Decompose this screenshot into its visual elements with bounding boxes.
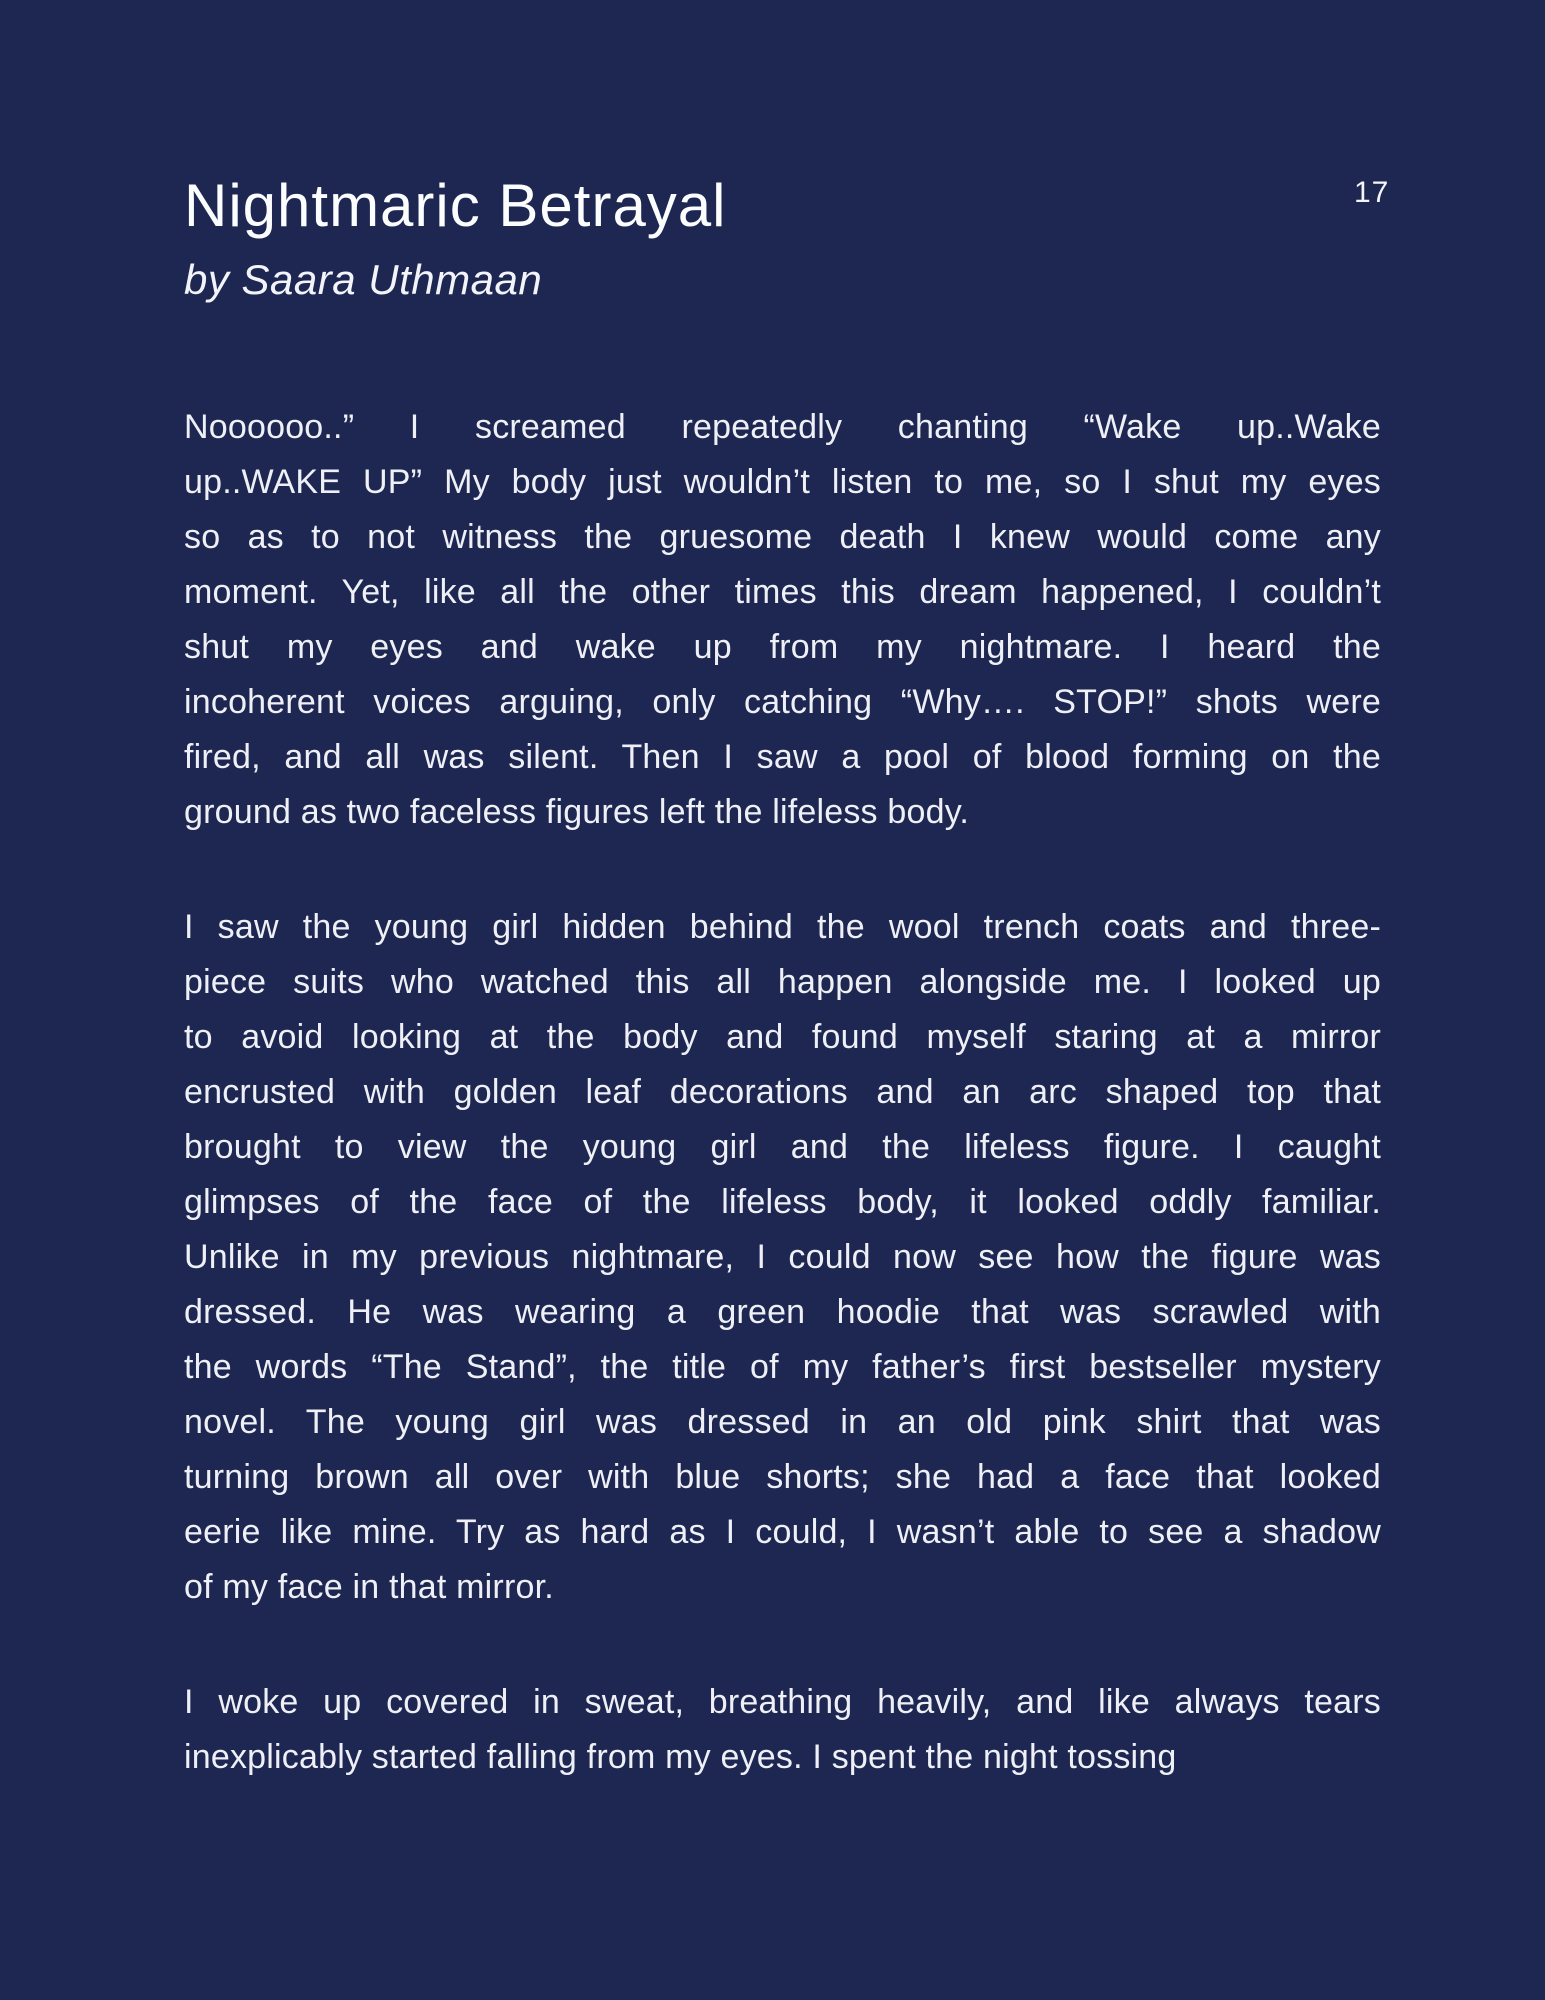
text-line: to avoid looking at the body and found myself staring at a mirror xyxy=(184,1018,1381,1057)
text-line: the words “The Stand”, the title of my father’s first bestseller mystery xyxy=(184,1348,1381,1387)
text-line: moment. Yet, like all the other times this dream happened, I couldn’t xyxy=(184,573,1381,612)
text-line: inexplicably started falling from my eyes. I spent the night tossing xyxy=(184,1738,1177,1777)
story-title: Nightmaric Betrayal xyxy=(184,172,727,239)
text-line: Unlike in my previous nightmare, I could now see how the figure was xyxy=(184,1238,1381,1277)
text-line: shut my eyes and wake up from my nightmare. I heard the xyxy=(184,628,1381,667)
text-line: brought to view the young girl and the lifeless figure. I caught xyxy=(184,1128,1381,1167)
text-line: ground as two faceless figures left the lifeless body. xyxy=(184,793,970,832)
text-line: piece suits who watched this all happen alongside me. I looked up xyxy=(184,963,1381,1002)
text-line: so as to not witness the gruesome death I knew would come any xyxy=(184,518,1381,557)
text-line: I woke up covered in sweat, breathing heavily, and like always tears xyxy=(184,1683,1381,1722)
text-line: dressed. He was wearing a green hoodie that was scrawled with xyxy=(184,1293,1381,1332)
text-line: novel. The young girl was dressed in an old pink shirt that was xyxy=(184,1403,1381,1442)
text-line: turning brown all over with blue shorts; she had a face that looked xyxy=(184,1458,1381,1497)
content-column xyxy=(184,0,1381,1845)
story-byline: by Saara Uthmaan xyxy=(184,256,543,303)
text-line: Noooooo..” I screamed repeatedly chanting “Wake up..Wake xyxy=(184,408,1381,447)
story-paragraph xyxy=(184,900,1381,1615)
page-number: 17 xyxy=(1354,176,1390,209)
text-line: encrusted with golden leaf decorations and an arc shaped top that xyxy=(184,1073,1381,1112)
text-line: fired, and all was silent. Then I saw a pool of blood forming on the xyxy=(184,738,1381,777)
text-line: glimpses of the face of the lifeless body, it looked oddly familiar. xyxy=(184,1183,1381,1222)
story-paragraph xyxy=(184,400,1381,840)
text-line: eerie like mine. Try as hard as I could, I wasn’t able to see a shadow xyxy=(184,1513,1381,1552)
text-line: up..WAKE UP” My body just wouldn’t listen to me, so I shut my eyes xyxy=(184,463,1381,502)
text-line: of my face in that mirror. xyxy=(184,1568,554,1607)
text-line: I saw the young girl hidden behind the wool trench coats and three- xyxy=(184,908,1381,947)
story-paragraph xyxy=(184,1675,1381,1785)
text-line: incoherent voices arguing, only catching “Why…. STOP!” shots were xyxy=(184,683,1381,722)
story-body xyxy=(184,400,1381,1785)
